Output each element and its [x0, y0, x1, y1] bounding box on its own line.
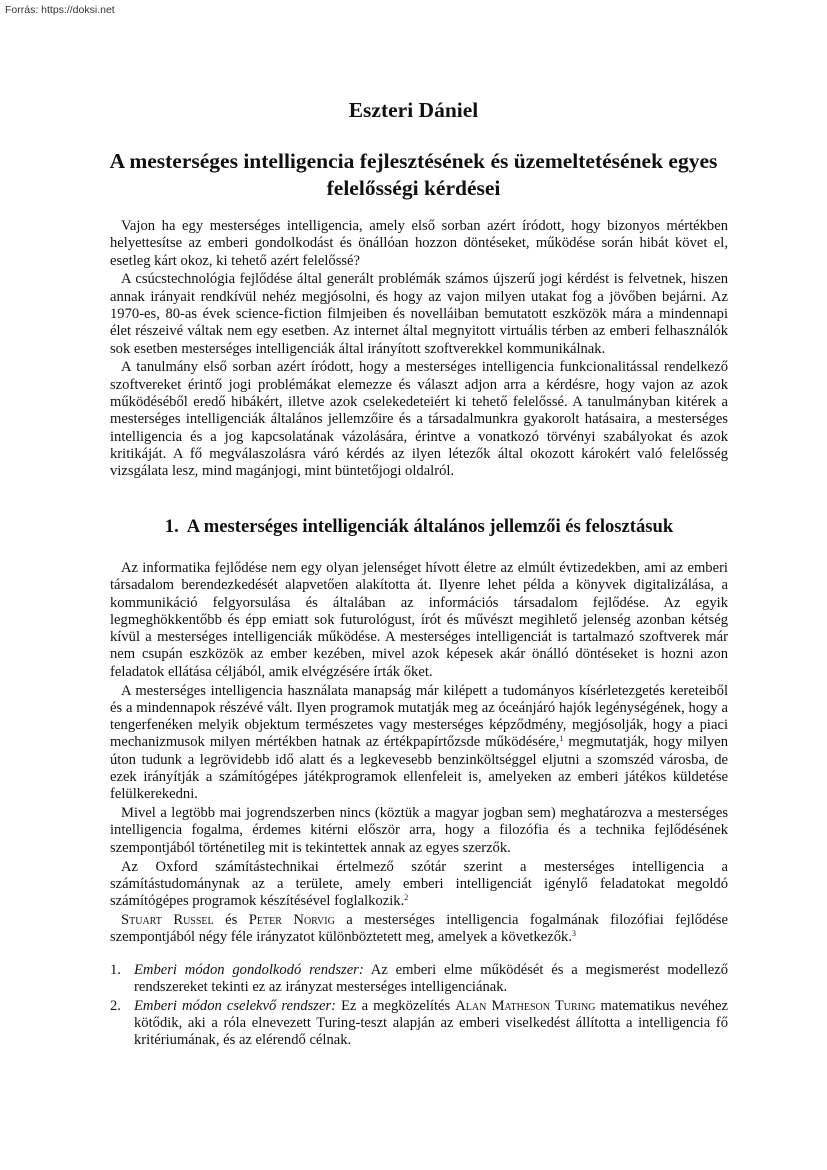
intro-paragraph: A csúcstechnológia fejlődése által generált problémák számos újszerű jogi kérdést is felvetnek, hiszen annak irányait rendkívül nehéz megjósolni, és hogy az vajon milyen utakat fog a jövőben bejárni. Az 1970-es, 80-as évek science-fiction filmjeiben és novelláiban bemutatott eszközök mára a mindennapi élet részeivé váltak nem egy esetben. Az internet által megnyitott virtuális térben az emberi felhasználók sok esetben mesterséges intelligenciák által irányított szoftverekkel kommunikálnak. — [110, 271, 728, 357]
person-name: Alan Matheson Turing — [455, 997, 596, 1014]
section-heading — [110, 516, 728, 538]
footnote-ref[interactable]: 3 — [571, 929, 576, 939]
section-paragraph: Az informatika fejlődése nem egy olyan jelenséget hívott életre az elmúlt évtizedekben, ami az emberi társadalom berendezkedését alapvetően alakította át. Ilyenre lehet példa a könyvek digitalizálása, a kommunikáció felgyorsulása és általában az információs társadalom fejlődése. Az egyik legmeghökkentőbb és épp emiatt sok futurológust, írót és művészt megihlető jelenség azonban kétség kívül a mesterséges intelligenciák működése. A mesterséges intelligenciát is tartalmazó szoftverek már nem csupán eszközök az ember kezében, mivel azok képesek akár önálló döntéseket is hozni azon feladatok ellátása céljából, amik elvégzésére írták őket. — [110, 560, 728, 680]
section-number: 1. — [164, 516, 179, 537]
paragraph-text: A mesterséges intelligencia használata manapság már kilépett a tudományos kísérletezgetés kereteiből és a mindennapok részévé vált. Ilyen programok mutatják meg az óceánjáró hajók legénységének, hogy a tengerfenéken melyik objektum természetes vagy mesterséges képződmény, megjósolják, hogy a piaci mechanizmusok milyen mértékben hatnak az értékpapírtőzsde működésére, — [110, 682, 728, 751]
list-item — [110, 998, 728, 1050]
section-body — [110, 560, 728, 948]
list-item — [110, 962, 728, 997]
section-heading-text: A mesterséges intelligenciák általános jellemzői és felosztásuk — [186, 516, 674, 537]
author-name-inline: Peter Norvig — [248, 911, 335, 928]
list-number: 1. — [110, 962, 121, 978]
author-name-inline: Stuart Russel — [121, 911, 214, 928]
list-text: Az emberi elme működését és a megismerést modellező rendszereket tekinti ez az irányzat mesterséges intelligenciának. — [134, 962, 729, 996]
list-term: Emberi módon cselekvő rendszer: — [134, 997, 336, 1014]
list-number: 2. — [110, 997, 121, 1014]
source-line[interactable]: Forrás: https://doksi.net — [5, 4, 115, 16]
intro-paragraph: Vajon ha egy mesterséges intelligencia, amely első sorban azért íródott, hogy bizonyos mértékben helyettesítse az emberi gondolkodást és önállóan hozzon döntéseket, működése során hibát követ el, esetleg kárt okoz, ki tehető azért felelőssé? — [110, 218, 728, 269]
document-title: A mesterséges intelligencia fejlesztésének és üzemeltetésének egyes felelősségi kérdései — [109, 149, 718, 200]
section-paragraph — [110, 912, 728, 947]
list-text: Ez a megközelítés — [336, 997, 456, 1014]
footnote-ref[interactable]: 2 — [404, 893, 409, 903]
section-paragraph: Mivel a legtöbb mai jogrendszerben nincs (köztük a magyar jogban sem) meghatározva a mesterséges intelligencia fogalma, érdemes kitérni először arra, hogy a filozófia és a technika fejlődésének szempontjából történetileg mit is tekintettek annak az egyes szerzők. — [110, 805, 728, 856]
section-paragraph — [110, 859, 728, 911]
approach-list — [110, 962, 728, 1050]
paragraph-text: és — [213, 911, 249, 928]
author-name: Eszteri Dániel — [348, 98, 479, 122]
list-text: matematikus nevéhez kötődik, aki a róla elnevezett Turing-teszt alapján az emberi viselkedést állította a intelligencia fő kritériumának, és az elérendő célnak. — [134, 997, 728, 1049]
paragraph-text: Az Oxford számítástechnikai értelmező szótár szerint a mesterséges intelligencia a számítástudománynak az a területe, amely emberi intelligenciát igénylő feladatokat megoldó számítógépes programok készítésével foglalkozik. — [110, 858, 728, 910]
paragraph-text: megmutatják, hogy milyen úton tudunk a legrövidebb idő alatt és a legkevesebb benzinköltséggel eljutni a szomszéd városba, de ezek irányítják a számítógépes játékprogramok ellenfeleit is, amelyeken az emberi játékos küldetése felülkerekedni. — [110, 734, 728, 803]
list-term: Emberi módon gondolkodó rendszer: — [134, 962, 364, 978]
intro-section — [110, 218, 728, 482]
section-paragraph — [110, 683, 728, 804]
footnote-ref[interactable]: 1 — [559, 734, 564, 744]
intro-paragraph: A tanulmány első sorban azért íródott, hogy a mesterséges intelligencia funkcionalitással rendelkező szoftvereket érintő jogi problémákat elemezze és választ adjon arra a kérdésre, hogy vajon az azok működéséből eredő hibákért, illetve azok cselekedeteiért ki tehető felelőssé. A tanulmányban kitérek a mesterséges intelligenciák általános jellemzőire és a társadalmunkra gyakorolt hatásaira, a mesterséges intelligencia és a jog kapcsolatának vázolására, érintve a vonatkozó törvényi szabályokat és azok kritikáját. A fő megválaszolásra váró kérdés az ilyen létezők által okozott károkért való felelősség vizsgálata lesz, mind magánjogi, mint büntetőjogi oldalról. — [110, 359, 728, 480]
paragraph-text: a mesterséges intelligencia fogalmának filozófiai fejlődése szempontjából négy féle irányzatot különböztetett meg, amelyek a következők. — [110, 911, 728, 946]
